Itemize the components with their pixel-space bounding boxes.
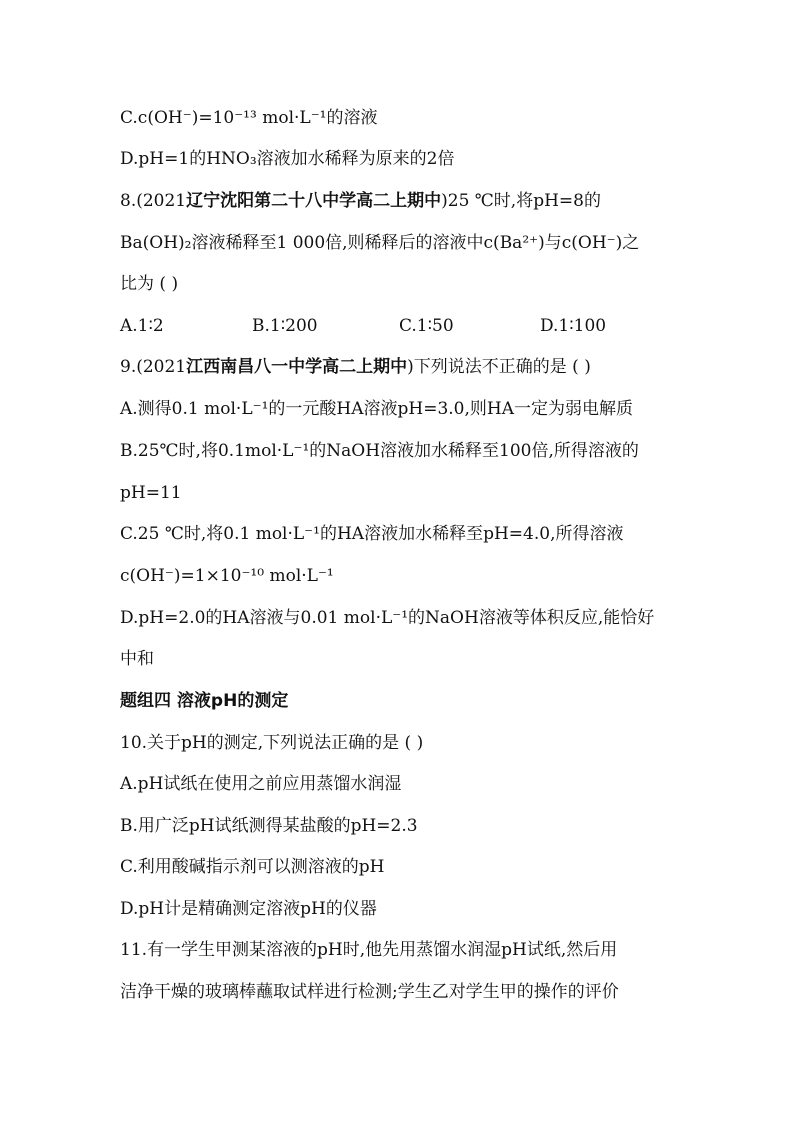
q11-stem-line-2: 洁净干燥的玻璃棒蘸取试样进行检测;学生乙对学生甲的操作的评价 [120, 982, 619, 1002]
q10-option-a: A.pH试纸在使用之前应用蒸馏水润湿 [120, 774, 402, 794]
q9-option-a: A.测得0.1 mol·L⁻¹的一元酸HA溶液pH=3.0,则HA一定为弱电解质 [120, 399, 633, 419]
q8-stem-line-1 [120, 189, 601, 213]
q9-stem-text: )下列说法不正确的是 ( ) [407, 357, 591, 377]
q9-stem [120, 355, 591, 379]
q10-option-c: C.利用酸碱指示剂可以测溶液的pH [120, 857, 385, 877]
q8-source: 辽宁沈阳第二十八中学高二上期中 [186, 191, 442, 211]
q10-stem: 10.关于pH的测定,下列说法正确的是 ( ) [120, 733, 424, 753]
section-heading: 题组四 溶液pH的测定 [120, 691, 289, 711]
q9-option-b-line-2: pH=11 [120, 483, 182, 503]
q8-option-a: A.1∶2 [120, 316, 164, 336]
q9-option-c-line-2: c(OH⁻)=1×10⁻¹⁰ mol·L⁻¹ [120, 566, 334, 586]
q9-option-b-line-1: B.25℃时,将0.1mol·L⁻¹的NaOH溶液加水稀释至100倍,所得溶液的 [120, 441, 639, 461]
q7-option-d: D.pH=1的HNO₃溶液加水稀释为原来的2倍 [120, 149, 455, 169]
q9-option-d-line-2: 中和 [120, 649, 154, 669]
q9-option-c-line-1: C.25 ℃时,将0.1 mol·L⁻¹的HA溶液加水稀释至pH=4.0,所得溶液 [120, 524, 624, 544]
q9-number: 9.(2021 [120, 357, 187, 377]
q8-stem-text: )25 ℃时,将pH=8的 [441, 191, 601, 211]
q10-option-b: B.用广泛pH试纸测得某盐酸的pH=2.3 [120, 816, 418, 836]
q8-stem-line-3: 比为 ( ) [120, 274, 179, 294]
q7-option-c: C.c(OH⁻)=10⁻¹³ mol·L⁻¹的溶液 [120, 108, 378, 128]
q8-number: 8.(2021 [120, 191, 187, 211]
q10-option-d: D.pH计是精确测定溶液pH的仪器 [120, 899, 377, 919]
q9-source: 江西南昌八一中学高二上期中 [186, 357, 408, 377]
q8-option-b: B.1∶200 [252, 316, 318, 336]
q11-stem-line-1: 11.有一学生甲测某溶液的pH时,他先用蒸馏水润湿pH试纸,然后用 [120, 940, 618, 960]
q8-option-c: C.1∶50 [399, 316, 454, 336]
q8-option-d: D.1∶100 [540, 316, 607, 336]
q9-option-d-line-1: D.pH=2.0的HA溶液与0.01 mol·L⁻¹的NaOH溶液等体积反应,能恰好 [120, 608, 655, 628]
q8-stem-line-2: Ba(OH)₂溶液稀释至1 000倍,则稀释后的溶液中c(Ba²⁺)与c(OH⁻)之 [120, 233, 640, 253]
